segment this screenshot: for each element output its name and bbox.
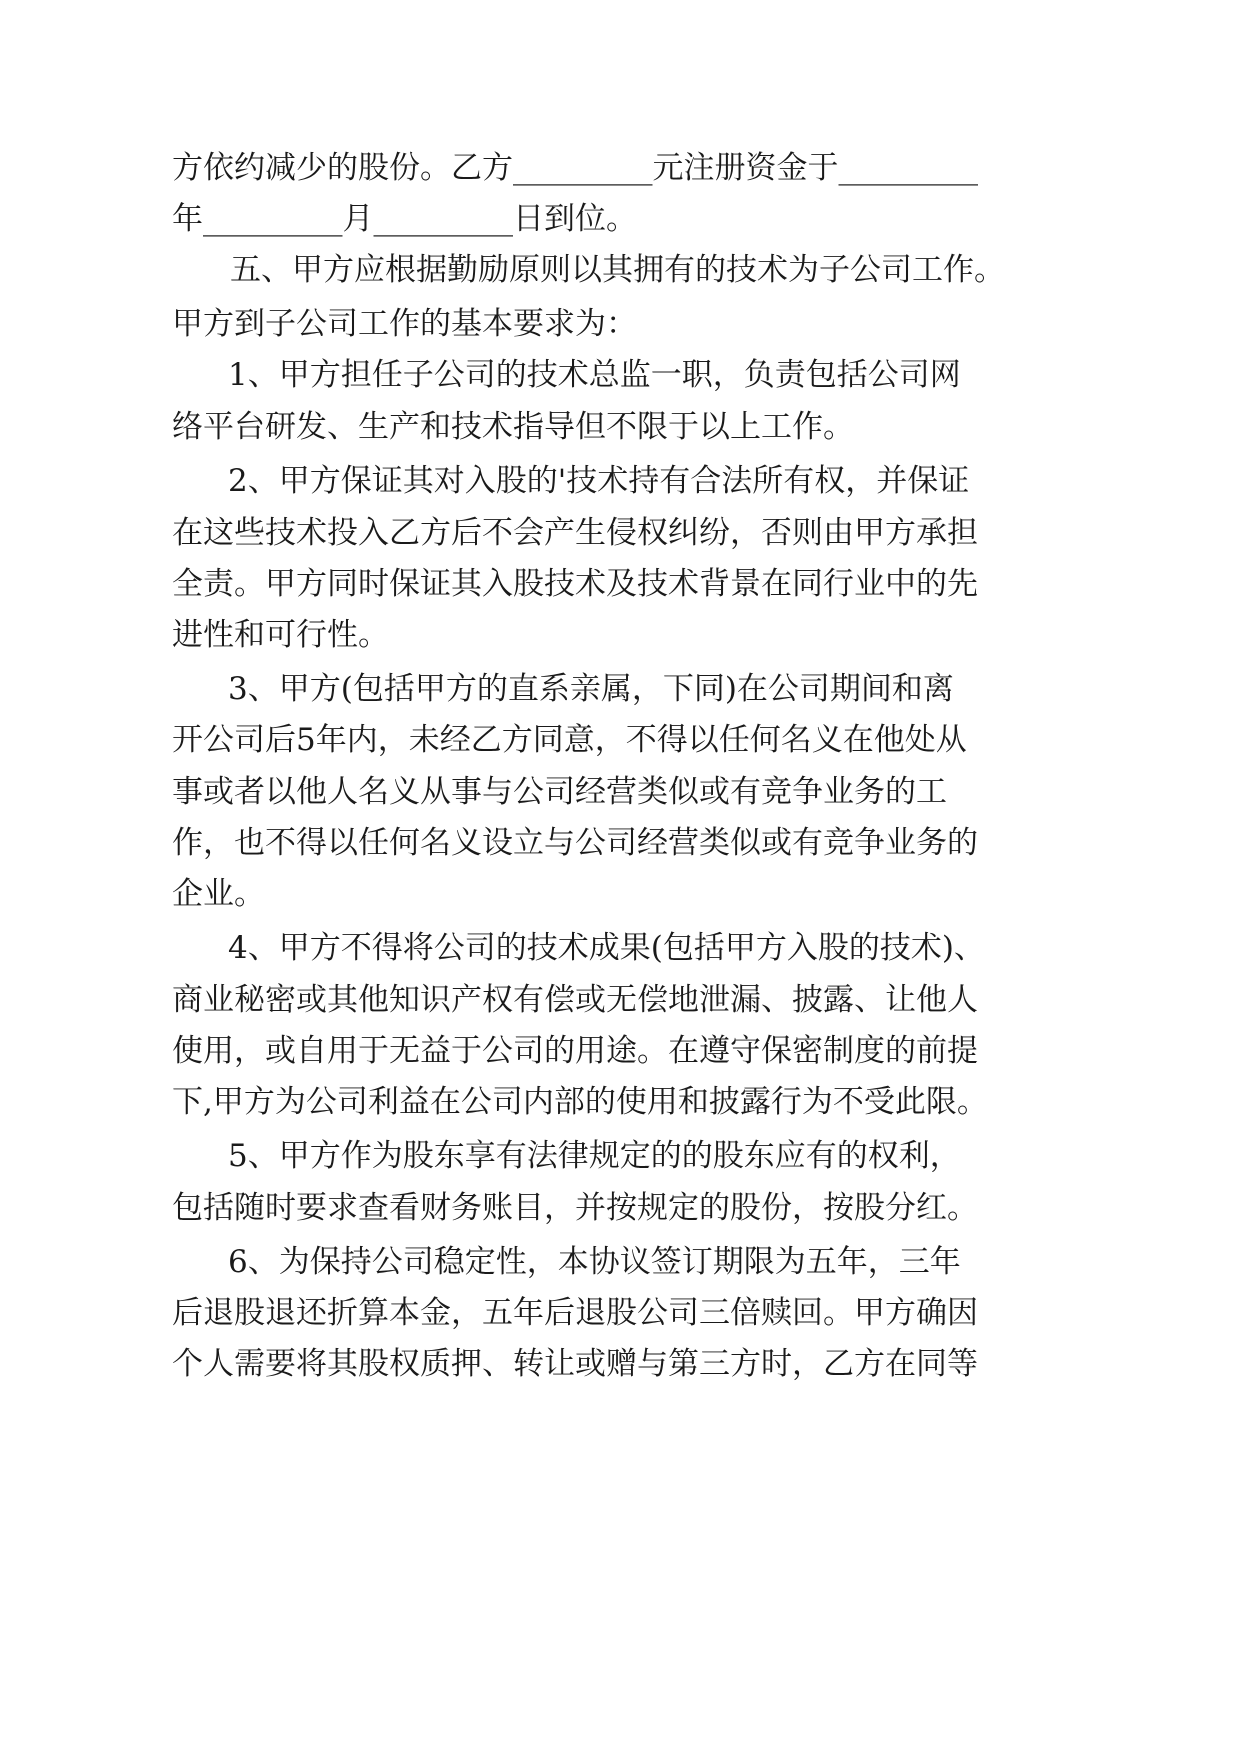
line-text: 全责。甲方同时保证其入股技术及技术背景在同行业中的先 <box>172 566 978 602</box>
line-text: 在这些技术投入乙方后不会产生侵权纠纷，否则由甲方承担 <box>172 515 978 551</box>
line-text: 1、甲方担任子公司的技术总监一职，负责包括公司网 <box>228 357 961 393</box>
line-text: 年_________月_________日到位。 <box>172 201 637 237</box>
line-text: 事或者以他人名义从事与公司经营类似或有竞争业务的工 <box>172 774 947 810</box>
line-text: 包括随时要求查看财务账目，并按规定的股份，按股分红。 <box>172 1190 978 1226</box>
line-text: 商业秘密或其他知识产权有偿或无偿地泄漏、披露、让他人 <box>172 982 978 1018</box>
line-text: 3、甲方(包括甲方的直系亲属，下同)在公司期间和离 <box>228 671 954 707</box>
text-line <box>0 1071 1241 1133</box>
text-line <box>0 239 1241 301</box>
text-line <box>0 396 1241 458</box>
text-line <box>0 604 1241 666</box>
line-text: 下,甲方为公司利益在公司内部的使用和披露行为不受此限。 <box>172 1084 988 1120</box>
line-text: 进性和可行性。 <box>172 617 389 653</box>
line-text: 作，也不得以任何名义设立与公司经营类似或有竞争业务的 <box>172 825 978 861</box>
line-text: 2、甲方保证其对入股的'技术持有合法所有权，并保证 <box>228 463 970 499</box>
line-text: 使用，或自用于无益于公司的用途。在遵守保密制度的前提 <box>172 1033 978 1069</box>
line-text: 企业。 <box>172 876 265 912</box>
line-text: 方依约减少的股份。乙方_________元注册资金于_________ <box>172 150 978 186</box>
text-line <box>0 1333 1241 1395</box>
line-text: 甲方到子公司工作的基本要求为： <box>172 306 637 342</box>
line-text: 5、甲方作为股东享有法律规定的的股东应有的权利， <box>228 1138 961 1174</box>
line-text: 开公司后5年内，未经乙方同意，不得以任何名义在他处从 <box>172 722 967 758</box>
text-line <box>0 863 1241 925</box>
line-text: 后退股退还折算本金，五年后退股公司三倍赎回。甲方确因 <box>172 1295 978 1331</box>
line-text: 五、甲方应根据勤励原则以其拥有的技术为子公司工作。 <box>230 252 1005 288</box>
line-text: 4、甲方不得将公司的技术成果(包括甲方入股的技术)、 <box>228 930 985 966</box>
line-text: 6、为保持公司稳定性，本协议签订期限为五年，三年 <box>228 1244 961 1280</box>
line-text: 络平台研发、生产和技术指导但不限于以上工作。 <box>172 409 854 445</box>
line-text: 个人需要将其股权质押、转让或赠与第三方时，乙方在同等 <box>172 1346 978 1382</box>
text-line <box>0 1177 1241 1239</box>
